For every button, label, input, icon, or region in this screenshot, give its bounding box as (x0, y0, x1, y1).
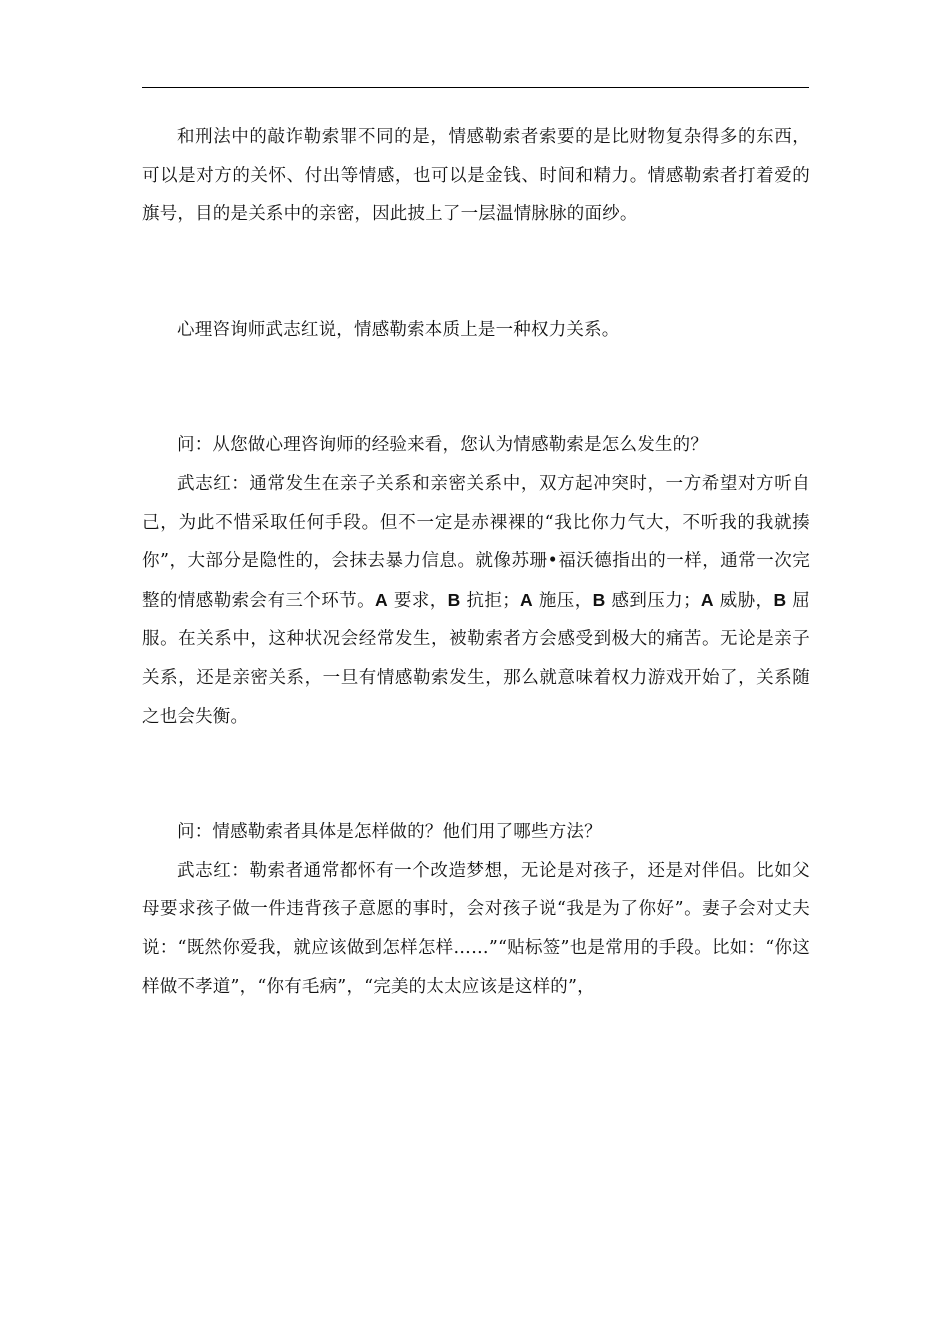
paragraph-2: 心理咨询师武志红说，情感勒索本质上是一种权力关系。 (177, 319, 620, 340)
party-a-label: A (375, 589, 388, 610)
answer-1-text: 威胁， (713, 590, 774, 611)
party-a-label: A (520, 589, 533, 610)
answer-1-text: 武志红：通常发生在亲子关系和亲密关系中，双方起冲突时，一方希望对方听自己，为此不惜采取任何手段。但不一定是赤裸裸的“我比你力气大，不听我的我就揍你”，大部分是隐性的，会抹去暴力信息。就像苏珊•福沃德指出的一样，通常一次完整的情感勒索会有三个环节。 (142, 473, 810, 611)
document-body (142, 118, 810, 1006)
answer-2: 武志红：勒索者通常都怀有一个改造梦想，无论是对孩子，还是对伴侣。比如父母要求孩子做一件违背孩子意愿的事时，会对孩子说“我是为了你好”。妻子会对丈夫说：“既然你爱我，就应该做到怎样怎样……”“贴标签”也是常用的手段。比如：“你这样做不孝道”，“你有毛病”，“完美的太太应该是这样的”， (142, 860, 810, 997)
party-b-label: B (773, 589, 787, 610)
answer-1 (142, 465, 810, 736)
question-2: 问：情感勒索者具体是怎样做的？他们用了哪些方法？ (177, 822, 602, 843)
answer-1-text: 屈服。在关系中，这种状况会经常发生，被勒索者方会感受到极大的痛苦。无论是亲子关系，还是亲密关系，一旦有情感勒索发生，那么就意味着权力游戏开始了，关系随之也会失衡。 (142, 590, 810, 727)
party-b-label: B (447, 589, 461, 610)
paragraph-spacer (142, 736, 810, 813)
answer-1-text: 施压， (532, 590, 593, 611)
party-a-label: A (700, 589, 714, 610)
paragraph-spacer (142, 234, 810, 311)
answer-1-text: 感到压力； (605, 590, 701, 611)
question-1: 问：从您做心理咨询师的经验来看，您认为情感勒索是怎么发生的？ (177, 435, 708, 456)
paragraph-spacer (142, 349, 810, 426)
answer-1-text: 抗拒； (460, 590, 521, 611)
header-rule (142, 87, 809, 88)
party-b-label: B (592, 589, 606, 610)
paragraph-1: 和刑法中的敲诈勒索罪不同的是，情感勒索者索要的是比财物复杂得多的东西，可以是对方的关怀、付出等情感，也可以是金钱、时间和精力。情感勒索者打着爱的旗号，目的是关系中的亲密，因此披上了一层温情脉脉的面纱。 (142, 127, 810, 225)
answer-1-text: 要求， (387, 590, 448, 611)
